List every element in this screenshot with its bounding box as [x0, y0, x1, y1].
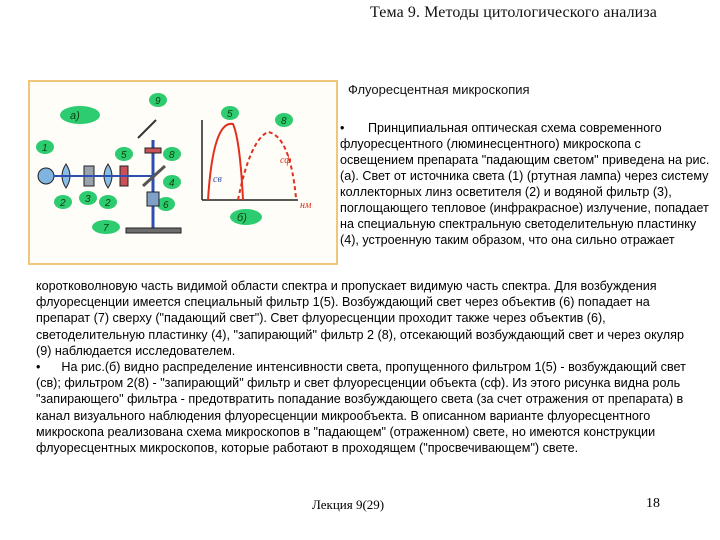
intro-paragraph — [340, 120, 712, 248]
figure-b-label: б) — [237, 212, 247, 224]
badge-1-label: 1 — [42, 143, 48, 154]
lamp-shape — [38, 168, 54, 184]
figure-a-label: а) — [70, 110, 80, 122]
intro-text: Принципиальная оптическая схема современного флуоресцентного (люминесцентного) микроскопа с освещением препарата "падающим светом" приведена на рис.(а). Свет от источника света (1) (ртутная лампа) через систему коллекторных линз осветителя (2) и водяной фильтр (3), поглощающего тепловое (инфракрасное) излучение, попадает на специальную спектральную светоделительную пластинку (4), устроенную таким образом, что она сильно отражает — [340, 121, 710, 247]
spectrum-badge-8-label: 8 — [281, 116, 287, 127]
badge-7-label: 7 — [103, 223, 109, 234]
spectrum-badge-5-label: 5 — [227, 109, 233, 120]
bullet-2: • — [36, 360, 41, 375]
body-text-1: коротковолновую часть видимой области спектра и пропускает видимую часть спектра. Для возбуждения флуоресценции имеется специальный фильтр 1(5). Возбуждающий свет через объектив (6) попадает на препарат (7) сверху ("падающий свет"). Свет флуоресценции проходит также через объектив (6), светоделительную пластинку (4), "запирающий" фильтр 2 (8), отсекающий возбуждающий свет и через окуляр (9) наблюдается исследователем. — [36, 279, 684, 358]
bullet-1: • — [340, 121, 345, 135]
barrier-filter — [145, 148, 161, 153]
microscope-diagram — [28, 80, 338, 265]
badge-2-left-label: 2 — [60, 198, 66, 209]
figure-a-badge — [60, 106, 100, 124]
badge-5-label: 5 — [121, 150, 127, 161]
badge-9-label: 9 — [155, 96, 161, 107]
badge-2-right-label: 2 — [105, 198, 111, 209]
body-text-2-wrap — [36, 359, 696, 456]
body-paragraph — [36, 278, 696, 456]
badge-8-label: 8 — [169, 150, 175, 161]
specimen-stage — [126, 228, 181, 233]
label-nm: нм — [300, 200, 312, 211]
badge-4-label: 4 — [169, 178, 175, 189]
lecture-label: Лекция 9(29) — [312, 497, 385, 512]
page-number: 18 — [646, 496, 660, 511]
body-text-2: На рис.(б) видно распределение интенсивности света, пропущенного фильтром 1(5) - возбуждающий свет (св); фильтром 2(8) - "запирающий" фильтр и свет флуоресценции объекта (сф). Из этого рисунка видна роль "запирающего" фильтра - предотвратить попадание возбуждающего света (за счет отражения от препарата) в канал визуального наблюдения флуоресценции микрообъекта. В описанном варианте флуоресцентного микроскопа реализована схема микроскопов в "падающем" (отраженном) свете, но имеются конструкции флуоресцентных микроскопов, которые работают в проходящем ("просвечивающем") свете. — [36, 360, 686, 456]
page-title: Тема 9. Методы цитологического анализа — [370, 4, 657, 21]
section-subtitle: Флуоресцентная микроскопия — [348, 82, 530, 97]
objective — [147, 192, 159, 206]
badge-6-label: 6 — [163, 200, 169, 211]
label-cf: сф — [280, 155, 292, 166]
label-cb: св — [213, 174, 222, 185]
badge-3-label: 3 — [85, 194, 91, 205]
